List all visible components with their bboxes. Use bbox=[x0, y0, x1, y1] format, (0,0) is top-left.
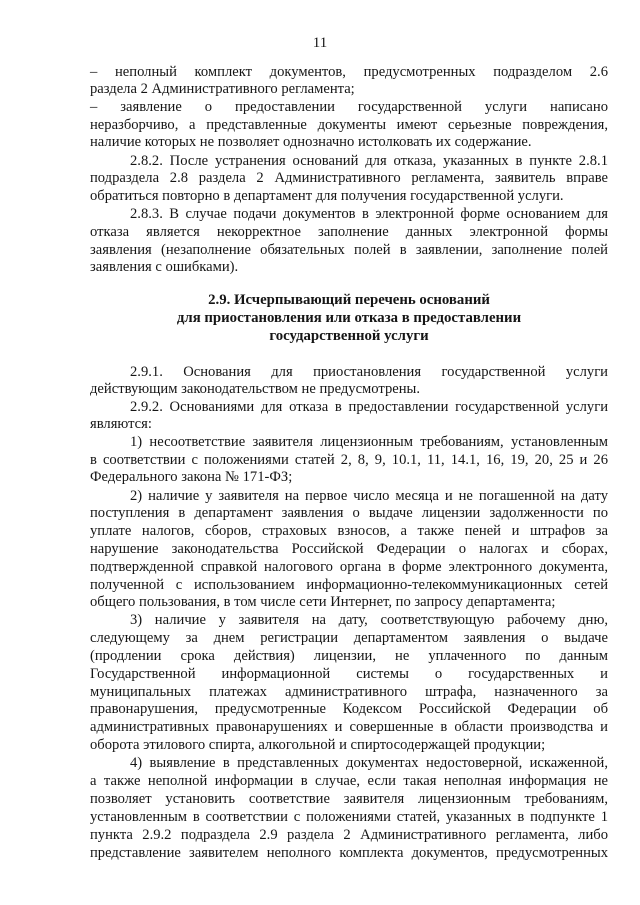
text-line: Государственной информационной системы о государственных и bbox=[90, 666, 608, 682]
text-line: – заявление о предоставлении государственной услуги написано bbox=[90, 99, 608, 115]
text-line: пункта 2.9.2 подраздела 2.9 раздела 2 Административного регламента, либо bbox=[90, 827, 608, 843]
text-line: полученной с использованием информационно-телекоммуникационных сетей bbox=[90, 577, 608, 593]
text-line: в соответствии с положениями статей 2, 8, 9, 10.1, 11, 14.1, 16, 19, 20, 25 и 26 bbox=[90, 452, 608, 468]
text-line: нарушение законодательства Российской Федерации о налогах и сборах, bbox=[90, 541, 608, 557]
page-number: 11 bbox=[312, 35, 328, 51]
text-line: 1) несоответствие заявителя лицензионным требованиям, установленным bbox=[130, 434, 608, 450]
text-line: подтвержденной справкой налогового органа в форме электронного документа, bbox=[90, 559, 608, 575]
text-line: заявления с ошибками). bbox=[90, 259, 239, 275]
text-line: действующим законодательством не предусмотрены. bbox=[90, 381, 420, 397]
text-line: подраздела 2.8 раздела 2 Административного регламента, заявитель вправе bbox=[90, 170, 608, 186]
text-line: являются: bbox=[90, 416, 152, 432]
text-line: наличие которых не позволяет однозначно истолковать их содержание. bbox=[90, 134, 532, 150]
section-heading-line: для приостановления или отказа в предоставлении bbox=[176, 310, 522, 326]
section-heading-line: 2.9. Исчерпывающий перечень оснований bbox=[208, 292, 490, 308]
text-line: неразборчиво, а представленные документы имеют серьезные повреждения, bbox=[90, 117, 608, 133]
text-line: Федерального закона № 171-ФЗ; bbox=[90, 469, 293, 485]
text-line: (продлении срока действия) лицензии, не уплаченного по данным bbox=[90, 648, 608, 664]
text-line: 3) наличие у заявителя на дату, соответствующую рабочему дню, bbox=[130, 612, 608, 628]
text-line: 4) выявление в представленных документах недостоверной, искаженной, bbox=[130, 755, 608, 771]
text-line: обратиться повторно в департамент для получения государственной услуги. bbox=[90, 188, 564, 204]
text-line: а также неполной информации в случае, если такая неполная информация не bbox=[90, 773, 608, 789]
text-line: правонарушения, предусмотренные Кодексом Российской Федерации об bbox=[90, 701, 608, 717]
text-line: общего пользования, в том числе сети Интернет, по запросу департамента; bbox=[90, 594, 556, 610]
section-heading-line: государственной услуги bbox=[269, 328, 429, 344]
text-line: муниципальных платежах административного штрафа, назначенного за bbox=[90, 684, 608, 700]
text-line: оборота этилового спирта, алкогольной и спиртосодержащей продукции; bbox=[90, 737, 546, 753]
text-line: поступления в департамент заявления о выдаче лицензии задолженности по bbox=[90, 505, 608, 521]
text-line: заявления (незаполнение обязательных полей в заявлении, заполнение полей bbox=[90, 242, 608, 258]
text-line: отказа является некорректное заполнение данных электронной формы bbox=[90, 224, 608, 240]
text-line: уплате налогов, сборов, страховых взносов, а также пеней и штрафов за bbox=[90, 523, 608, 539]
text-line: 2.8.2. После устранения оснований для отказа, указанных в пункте 2.8.1 bbox=[130, 153, 608, 169]
text-line: 2) наличие у заявителя на первое число месяца и не погашенной на дату bbox=[130, 488, 608, 504]
text-line: следующему за днем регистрации департаментом заявления о выдаче bbox=[90, 630, 608, 646]
text-line: административных правонарушениях и совершенные в области производства и bbox=[90, 719, 608, 735]
text-line: позволяет установить соответствие заявителя лицензионным требованиям, bbox=[90, 791, 608, 807]
text-line: представление заявителем неполного комплекта документов, предусмотренных bbox=[90, 845, 608, 861]
text-line: 2.9.2. Основаниями для отказа в предоставлении государственной услуги bbox=[130, 399, 608, 415]
text-line: – неполный комплект документов, предусмотренных подразделом 2.6 bbox=[90, 64, 608, 80]
text-line: раздела 2 Административного регламента; bbox=[90, 81, 355, 97]
text-line: 2.9.1. Основания для приостановления государственной услуги bbox=[130, 364, 608, 380]
text-line: установленным в соответствии с положениями статей, указанных в подпункте 1 bbox=[90, 809, 608, 825]
text-line: 2.8.3. В случае подачи документов в электронной форме основанием для bbox=[130, 206, 608, 222]
